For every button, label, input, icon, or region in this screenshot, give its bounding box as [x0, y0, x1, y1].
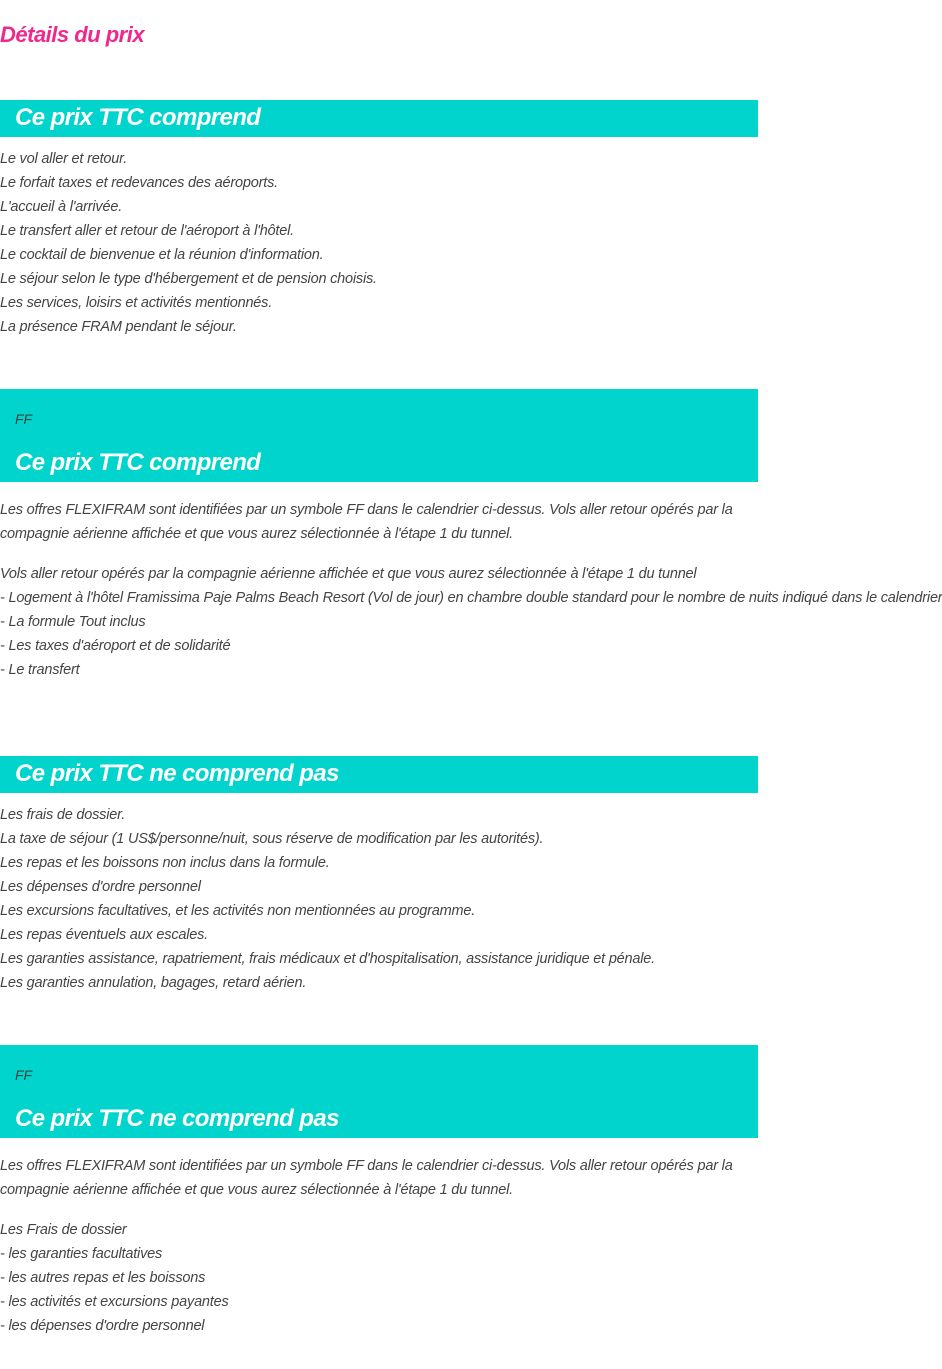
list-item: L'accueil à l'arrivée. [0, 199, 123, 215]
included-list [0, 147, 758, 339]
list-item: - les dépenses d'ordre personnel [0, 1318, 205, 1334]
list-item: Les excursions facultatives, et les activités non mentionnées au programme. [0, 903, 476, 919]
list-item: La taxe de séjour (1 US$/personne/nuit, sous réserve de modification par les autorités). [0, 831, 544, 847]
excluded-list [0, 803, 758, 995]
section-excludes [0, 756, 758, 995]
section-includes [0, 100, 758, 339]
list-item: - Logement à l'hôtel Framissima Paje Palms Beach Resort (Vol de jour) en chambre double standard pour le nombre de nuits indiqué dans le calendrier [0, 590, 942, 606]
list-item: Le vol aller et retour. [0, 151, 128, 167]
list-item: - Les taxes d'aéroport et de solidarité [0, 638, 231, 654]
list-item: Le cocktail de bienvenue et la réunion d'information. [0, 247, 324, 263]
list-item: Les Frais de dossier [0, 1222, 127, 1238]
list-item: Les dépenses d'ordre personnel [0, 879, 201, 895]
list-item: Les repas et les boissons non inclus dans la formule. [0, 855, 330, 871]
list-item: - Le transfert [0, 662, 80, 678]
list-item: - La formule Tout inclus [0, 614, 146, 630]
included-flexifram-list [0, 562, 942, 682]
list-item: La présence FRAM pendant le séjour. [0, 319, 237, 335]
section-heading: Ce prix TTC ne comprend pas [15, 760, 339, 787]
section-header-band [0, 1045, 758, 1138]
ff-tag: FF [15, 411, 33, 427]
list-item: Le séjour selon le type d'hébergement et de pension choisis. [0, 271, 377, 287]
section-heading: Ce prix TTC comprend [15, 104, 261, 131]
list-item: Le forfait taxes et redevances des aéroports. [0, 175, 278, 191]
section-header-band [0, 756, 758, 793]
section-header-band [0, 100, 758, 137]
excluded-flexifram-list [0, 1218, 758, 1338]
list-item: - les autres repas et les boissons [0, 1270, 206, 1286]
section-heading: Ce prix TTC comprend [15, 449, 261, 476]
list-item: Les services, loisirs et activités mentionnés. [0, 295, 273, 311]
list-item: Vols aller retour opérés par la compagnie aérienne affichée et que vous aurez sélectionnée à l'étape 1 du tunnel [0, 566, 697, 582]
list-item: - les activités et excursions payantes [0, 1294, 229, 1310]
list-item: Le transfert aller et retour de l'aéroport à l'hôtel. [0, 223, 294, 239]
ff-tag: FF [15, 1067, 33, 1083]
section-header-band [0, 389, 758, 482]
page-title: Détails du prix [0, 22, 145, 47]
list-item: Les frais de dossier. [0, 807, 126, 823]
list-item: - les garanties facultatives [0, 1246, 163, 1262]
list-item: Les garanties assistance, rapatriement, frais médicaux et d'hospitalisation, assistance juridique et pénale. [0, 951, 655, 967]
section-heading: Ce prix TTC ne comprend pas [15, 1105, 339, 1132]
section-includes-flexifram [0, 389, 942, 682]
flexifram-intro: Les offres FLEXIFRAM sont identifiées par un symbole FF dans le calendrier ci-dessus. Vols aller retour opérés par la compagnie aérienne affichée et que vous aurez sélectionnée à l'étape 1 du tunnel. [0, 1158, 733, 1198]
section-excludes-flexifram [0, 1045, 758, 1338]
list-item: Les garanties annulation, bagages, retard aérien. [0, 975, 307, 991]
flexifram-intro: Les offres FLEXIFRAM sont identifiées par un symbole FF dans le calendrier ci-dessus. Vols aller retour opérés par la compagnie aérienne affichée et que vous aurez sélectionnée à l'étape 1 du tunnel. [0, 502, 733, 542]
list-item: Les repas éventuels aux escales. [0, 927, 209, 943]
